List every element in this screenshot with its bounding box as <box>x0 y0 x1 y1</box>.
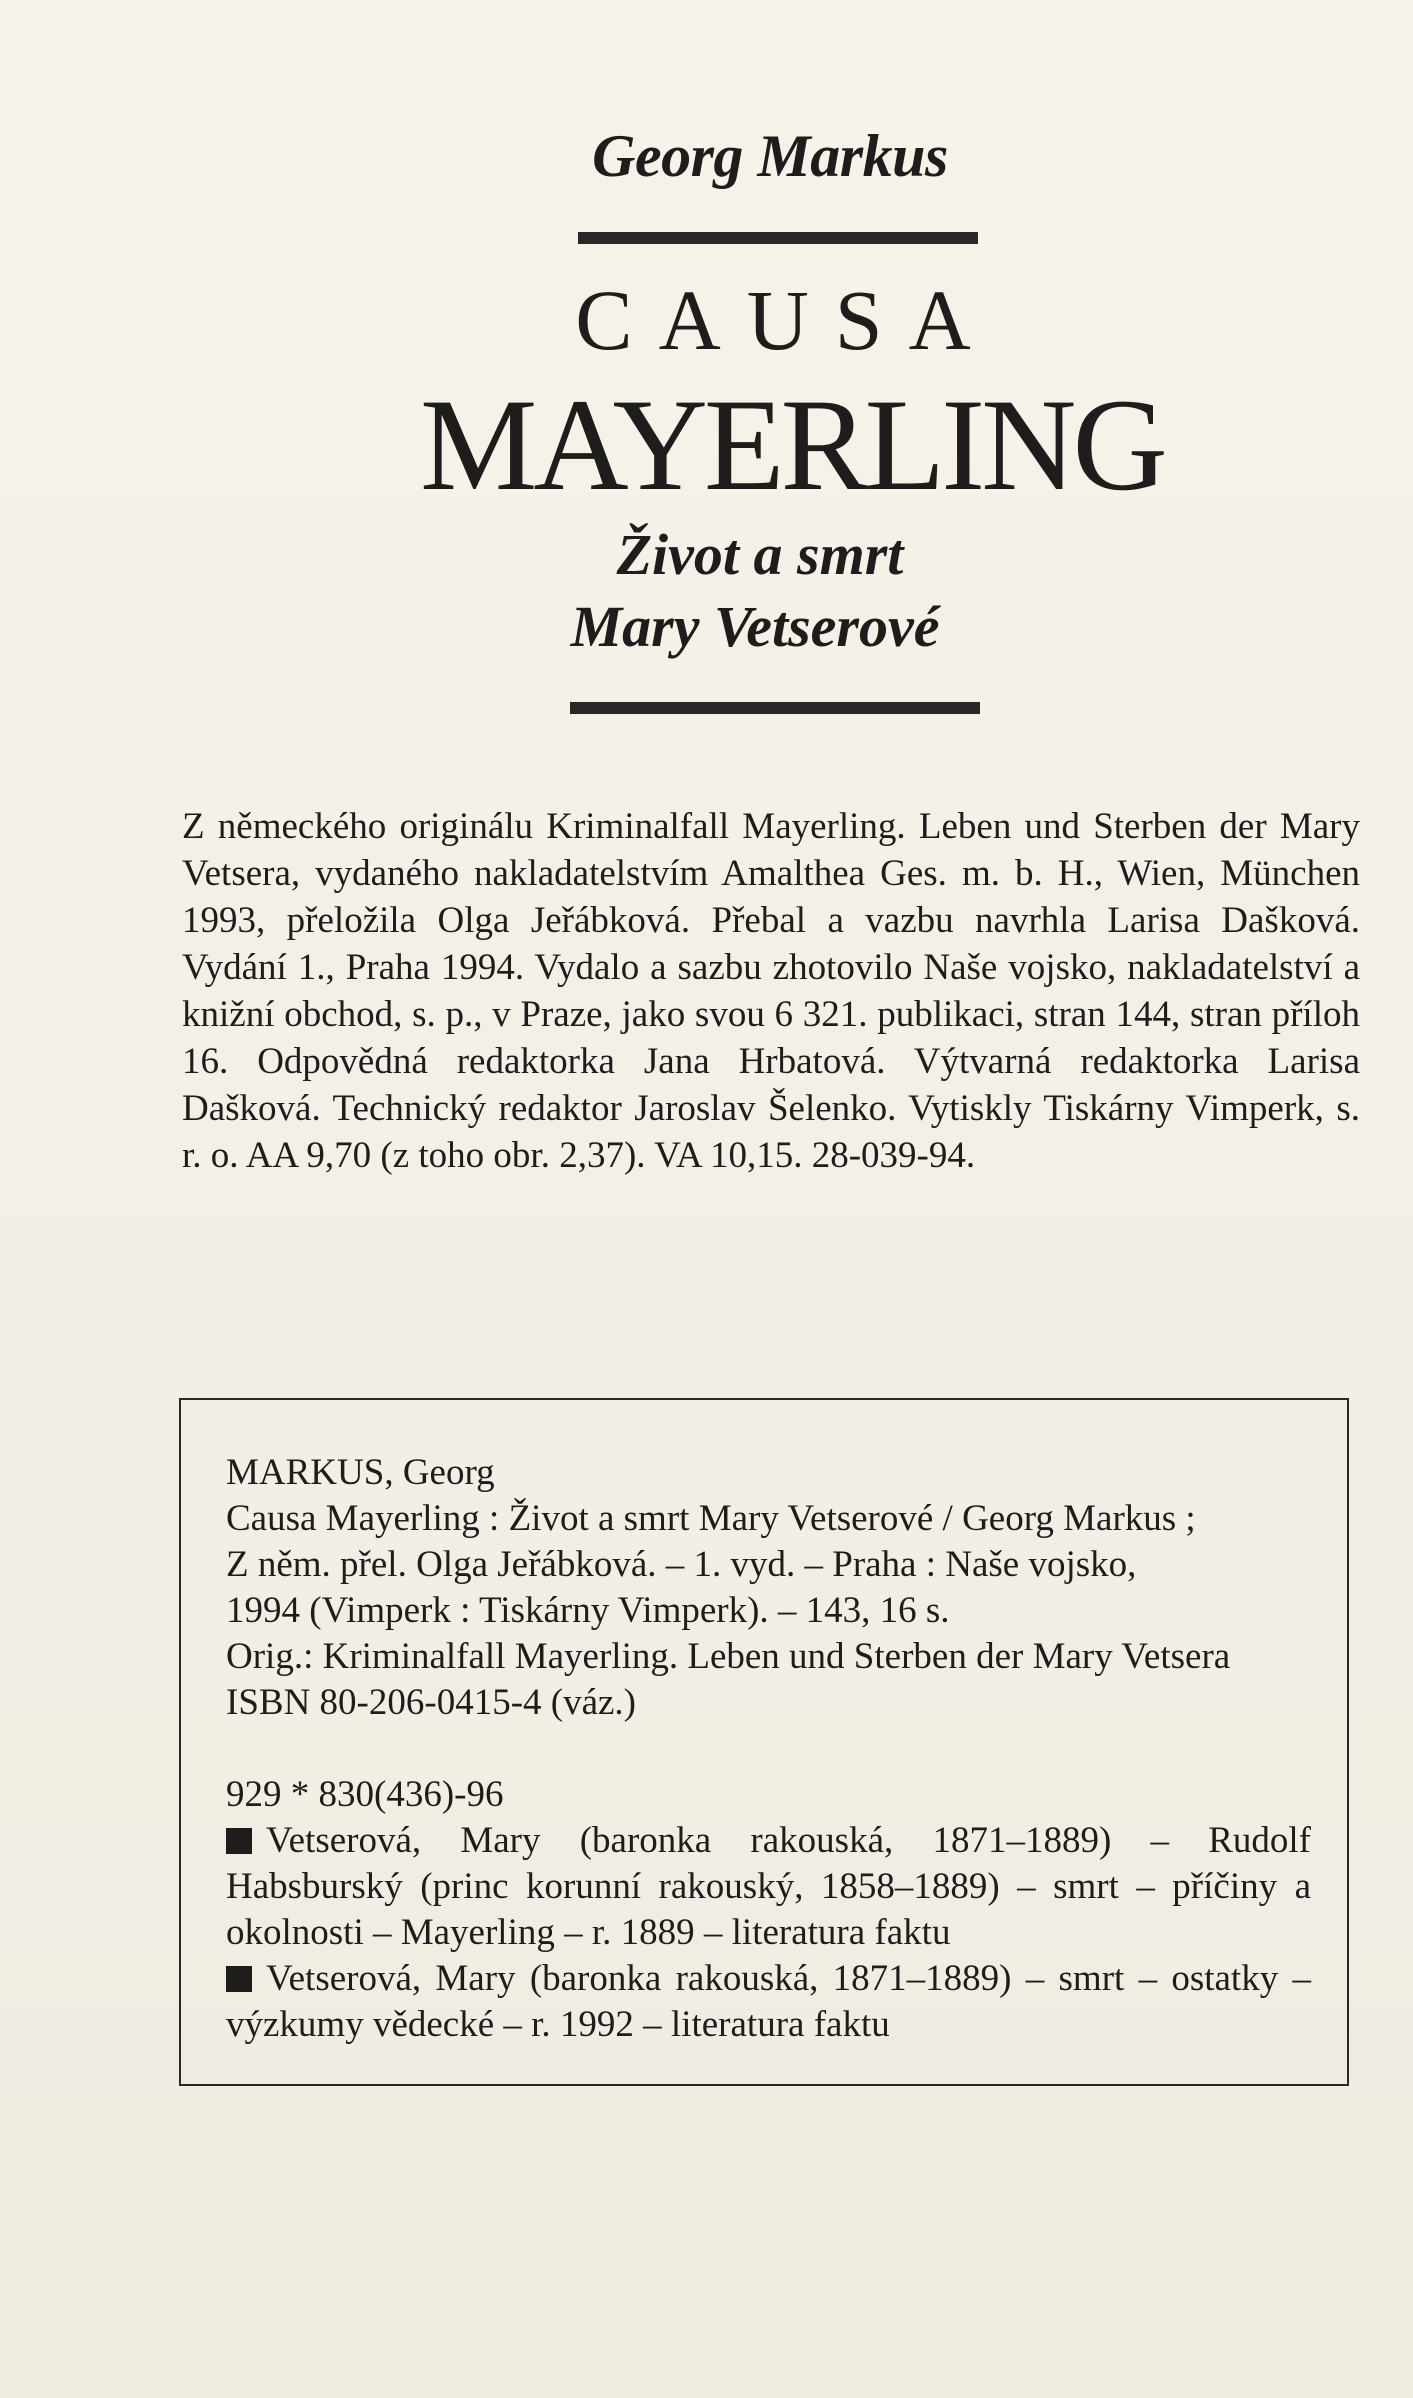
subtitle-line-2: Mary Vetserové <box>570 594 940 659</box>
title-rule-top <box>578 232 978 244</box>
author-name: Georg Markus <box>592 123 948 189</box>
title-rule-bottom <box>570 702 980 714</box>
imprint-paragraph: Z německého originálu Kriminalfall Mayerling. Leben und Sterben der Mary Vetsera, vydaného nakladatelstvím Amalthea Ges. m. b. H., Wien, München 1993, přeložila Olga Jeřábková. Přebal a vazbu navrhla Larisa Dašková. Vydání 1., Praha 1994. Vydalo a sazbu zhotovilo Naše vojsko, nakladatelství a knižní obchod, s. p., v Praze, jako svou 6 321. publikaci, stran 144, stran příloh 16. Odpovědná redaktorka Jana Hrbatová. Výtvarná redaktorka Larisa Dašková. Technický redaktor Jaroslav Šelenko. Vytiskly Tiskárny Vimperk, s. r. o. AA 9,70 (z toho obr. 2,37). VA 10,15. 28-039-94. <box>182 806 1360 1176</box>
catalog-subject-1 <box>226 1818 1311 1956</box>
catalog-author-heading: MARKUS, Georg <box>226 1452 495 1493</box>
catalog-entry-line-2: Z něm. přel. Olga Jeřábková. – 1. vyd. – Praha : Naše vojsko, <box>226 1544 1137 1585</box>
catalog-original-title: Orig.: Kriminalfall Mayerling. Leben und Sterben der Mary Vetsera <box>226 1636 1231 1677</box>
catalog-entry-line-1: Causa Mayerling : Život a smrt Mary Vetserové / Georg Markus ; <box>226 1498 1196 1539</box>
catalog-spacer <box>226 1726 1311 1772</box>
catalog-record-box <box>179 1398 1349 2086</box>
catalog-subject-2-text: Vetserová, Mary (baronka rakouská, 1871–1889) – smrt – ostatky – výzkumy vědecké – r. 1992 – literatura faktu <box>226 1958 1311 2045</box>
catalog-entry-line-3: 1994 (Vimperk : Tiskárny Vimperk). – 143, 16 s. <box>226 1590 950 1631</box>
subtitle-line-1: Život a smrt <box>616 522 904 587</box>
catalog-subject-1-text: Vetserová, Mary (baronka rakouská, 1871–1889) – Rudolf Habsburský (princ korunní rakouský, 1858–1889) – smrt – příčiny a okolnosti – Mayerling – r. 1889 – literatura faktu <box>226 1820 1311 1953</box>
catalog-isbn: ISBN 80-206-0415-4 (váz.) <box>226 1682 636 1723</box>
title-line-causa: CAUSA <box>575 272 997 368</box>
title-line-mayerling: MAYERLING <box>420 371 1164 518</box>
catalog-subject-2 <box>226 1956 1311 2048</box>
square-bullet-icon <box>226 1966 252 1992</box>
catalog-classification: 929 * 830(436)-96 <box>226 1774 504 1815</box>
square-bullet-icon <box>226 1828 252 1854</box>
catalog-record-text <box>226 1450 1311 2048</box>
